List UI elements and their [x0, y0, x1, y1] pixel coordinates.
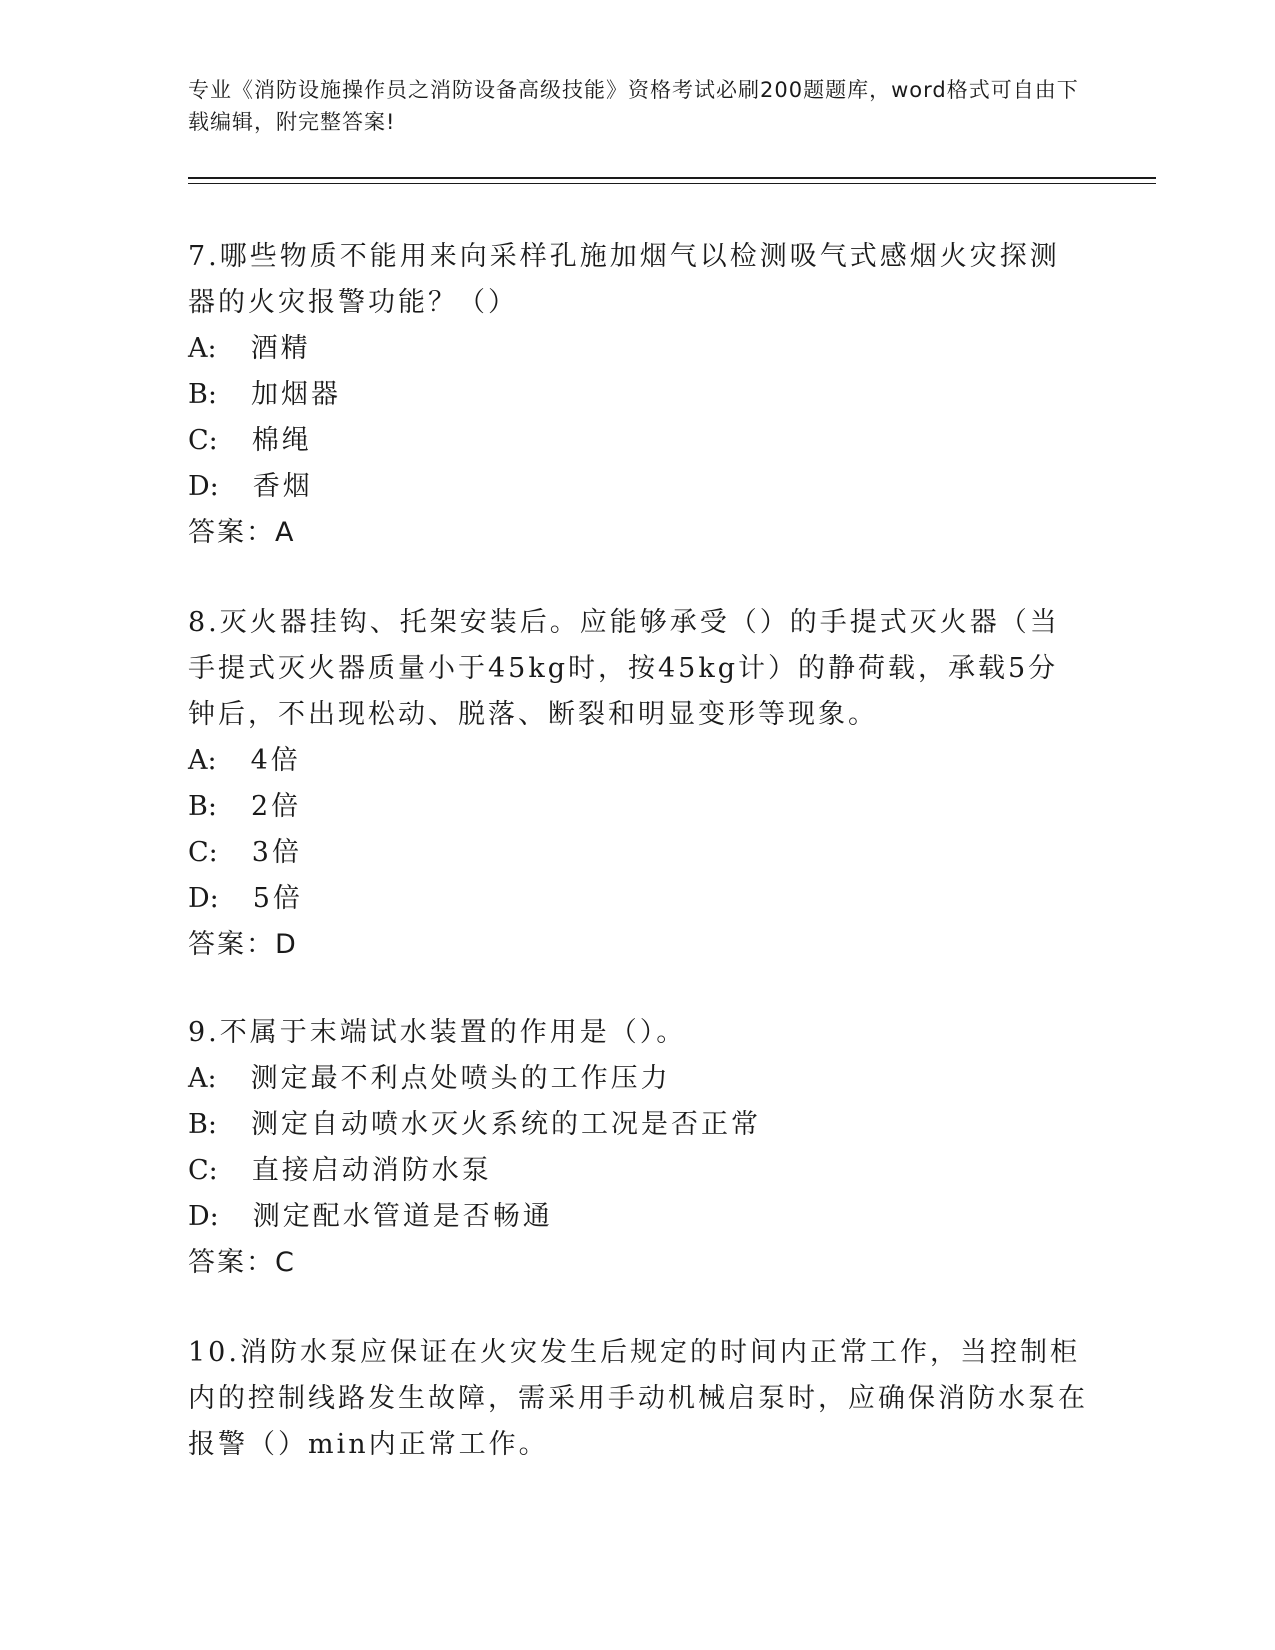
option-c [188, 418, 1088, 464]
option-d [188, 464, 1088, 510]
option-text: 4倍 [250, 745, 301, 776]
question-stem: 8.灭火器挂钩、托架安装后。应能够承受（）的手提式灭火器（当手提式灭火器质量小于45kg时，按45kg计）的静荷载，承载5分钟后，不出现松动、脱落、断裂和明显变形等现象。 [188, 607, 1060, 730]
option-letter: A: [188, 1063, 217, 1094]
option-text: 酒精 [250, 333, 311, 364]
option-c [188, 1148, 1088, 1194]
question-9 [188, 1010, 1088, 1286]
option-text: 加烟器 [250, 379, 341, 410]
option-letter: C: [188, 837, 218, 868]
option-letter: C: [188, 1155, 218, 1186]
question-stem: 10.消防水泵应保证在火灾发生后规定的时间内正常工作，当控制柜内的控制线路发生故障，需采用手动机械启泵时，应确保消防水泵在报警（）min内正常工作。 [188, 1337, 1088, 1460]
question-stem: 9.不属于末端试水装置的作用是（）。 [188, 1017, 687, 1048]
option-b [188, 784, 1088, 830]
document-header: 专业《消防设施操作员之消防设备高级技能》资格考试必刷200题题库，word格式可自由下载编辑，附完整答案! [188, 78, 1079, 134]
question-stem: 7.哪些物质不能用来向采样孔施加烟气以检测吸气式感烟火灾探测器的火灾报警功能？（） [188, 241, 1060, 318]
option-letter: D: [188, 883, 219, 914]
option-c [188, 830, 1088, 876]
option-text: 直接启动消防水泵 [251, 1155, 492, 1186]
option-letter: A: [188, 745, 217, 776]
option-text: 测定最不利点处喷头的工作压力 [250, 1063, 671, 1094]
option-b [188, 372, 1088, 418]
option-b [188, 1102, 1088, 1148]
question-7 [188, 234, 1088, 556]
header-divider-thick [188, 177, 1156, 179]
option-text: 棉绳 [251, 425, 312, 456]
option-letter: A: [188, 333, 217, 364]
option-text: 香烟 [252, 471, 313, 502]
option-a [188, 1056, 1088, 1102]
option-d [188, 876, 1088, 922]
option-a [188, 738, 1088, 784]
answer-line: 答案：A [188, 517, 296, 548]
option-text: 测定配水管道是否畅通 [252, 1201, 553, 1232]
question-10 [188, 1330, 1088, 1468]
option-text: 2倍 [250, 791, 302, 822]
header-divider-thin [188, 183, 1156, 184]
option-text: 5倍 [252, 883, 303, 914]
option-letter: C: [188, 425, 218, 456]
option-letter: B: [188, 791, 217, 822]
option-text: 3倍 [251, 837, 302, 868]
answer-line: 答案：C [188, 1247, 296, 1278]
option-letter: D: [188, 471, 219, 502]
option-d [188, 1194, 1088, 1240]
option-letter: D: [188, 1201, 219, 1232]
answer-line: 答案：D [188, 929, 298, 960]
option-letter: B: [188, 379, 217, 410]
option-letter: B: [188, 1109, 217, 1140]
question-8 [188, 600, 1088, 968]
option-a [188, 326, 1088, 372]
option-text: 测定自动喷水灭火系统的工况是否正常 [250, 1109, 761, 1140]
